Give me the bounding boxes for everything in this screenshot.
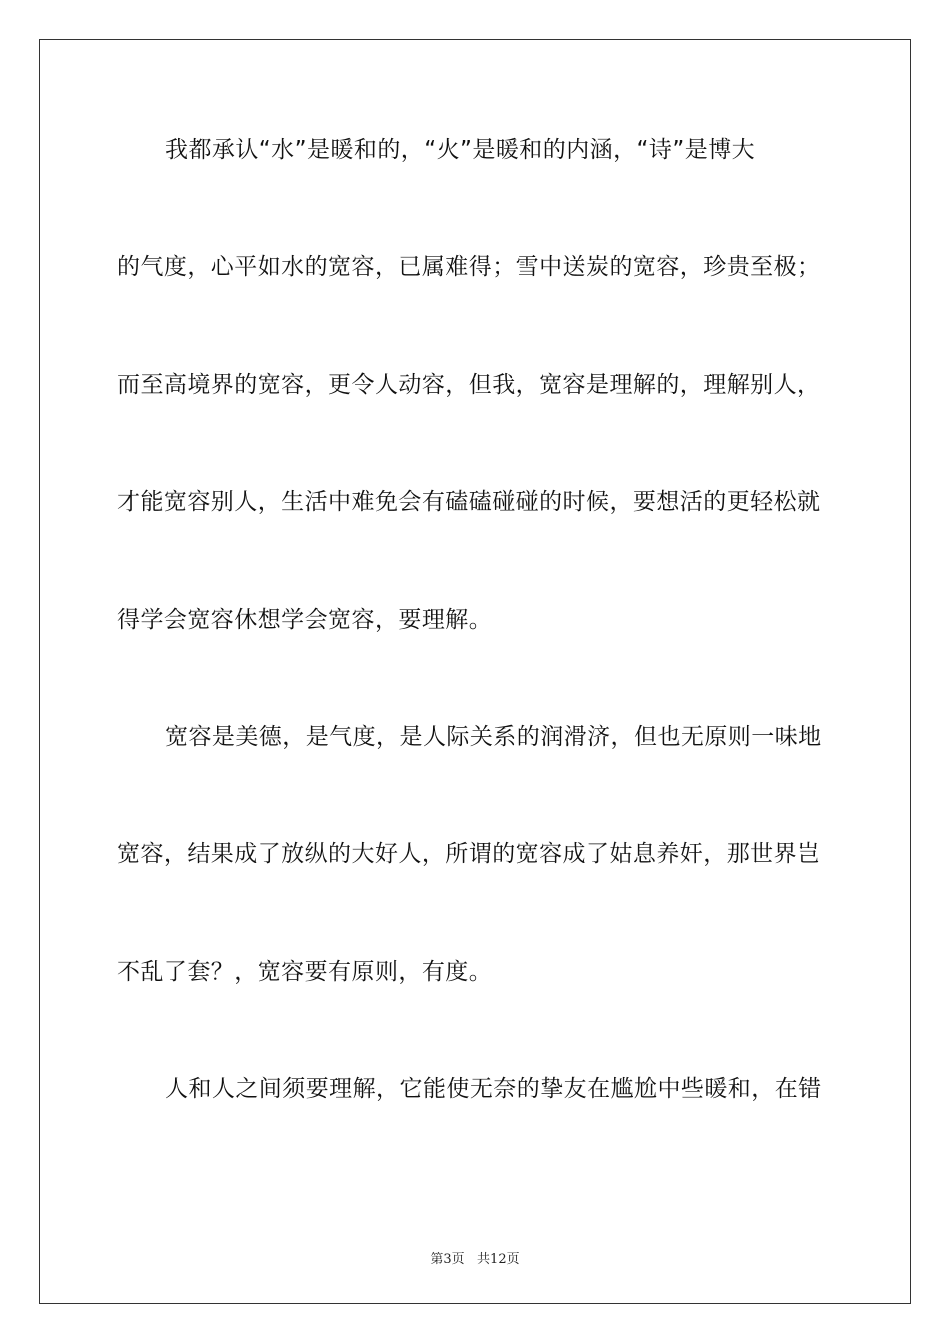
paragraph-1-line-3: 而至高境界的宽容，更令人动容，但我，宽容是理解的，理解别人， — [117, 371, 821, 398]
paragraph-2-line-2: 宽容，结果成了放纵的大好人，所谓的宽容成了姑息养奸，那世界岂 — [117, 841, 821, 868]
paragraph-1-line-5: 得学会宽容休想学会宽容，要理解。 — [117, 606, 493, 633]
paragraph-1-line-1: 我都承认“水”是暖和的，“火”是暖和的内涵，“诗”是博大 — [165, 137, 756, 163]
paragraph-1-line-2: 的气度，心平如水的宽容，已属难得；雪中送炭的宽容，珍贵至极； — [117, 254, 821, 281]
paragraph-2-line-3: 不乱了套？，宽容要有原则，有度。 — [117, 958, 493, 985]
paragraph-3-line-1: 人和人之间须要理解，它能使无奈的挚友在尴尬中些暖和，在错 — [165, 1076, 822, 1103]
paragraph-1-line-4: 才能宽容别人，生活中难免会有磕磕碰碰的时候，要想活的更轻松就 — [117, 489, 821, 516]
document-body — [117, 126, 833, 1183]
page-number-footer: 第3页 共12页 — [430, 1252, 520, 1267]
paragraph-2-line-1: 宽容是美德，是气度，是人际关系的润滑济，但也无原则一味地 — [165, 723, 822, 750]
